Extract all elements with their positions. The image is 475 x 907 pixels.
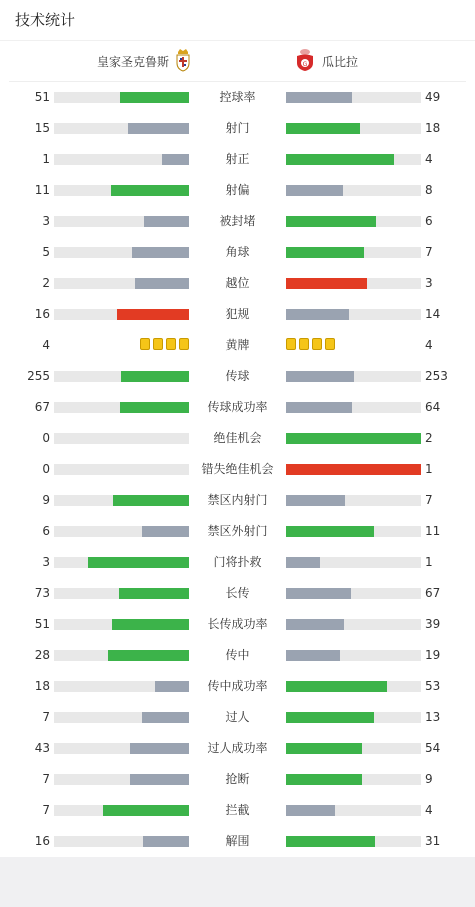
away-stat-value: 13 (425, 710, 441, 724)
home-stat-bar-track (54, 836, 189, 847)
home-stat-bar (128, 123, 189, 134)
home-stat-bar (111, 185, 189, 196)
stat-label: 解围 (225, 834, 250, 848)
yellow-card-icon (179, 338, 189, 350)
home-stat-bar-track (54, 433, 189, 444)
away-stat-bar-track (286, 185, 421, 196)
home-stat-bar-track (54, 309, 189, 320)
home-stat-value: 11 (34, 183, 50, 197)
home-stat-bar (162, 154, 189, 165)
home-stat-value: 9 (42, 493, 50, 507)
home-stat-value: 4 (42, 338, 50, 352)
away-stat-bar (286, 185, 343, 196)
home-stat-value: 1 (42, 152, 50, 166)
stat-label: 射门 (225, 121, 250, 135)
home-stat-bar-track (54, 123, 189, 134)
away-stat-value: 7 (425, 245, 433, 259)
stat-row (0, 702, 475, 733)
away-stat-bar-track (286, 247, 421, 258)
away-stat-value: 8 (425, 183, 433, 197)
away-stat-bar (286, 557, 320, 568)
away-stat-bar-track (286, 743, 421, 754)
stat-row (0, 361, 475, 392)
away-stat-value: 6 (425, 214, 433, 228)
home-stat-bar (120, 92, 189, 103)
stat-row (0, 764, 475, 795)
away-stat-bar (286, 433, 421, 444)
away-stat-bar-track (286, 216, 421, 227)
stat-label: 传中 (225, 648, 250, 662)
away-stat-bar-track (286, 836, 421, 847)
away-stat-bar-track (286, 619, 421, 630)
away-stat-bar (286, 495, 345, 506)
stat-row (0, 82, 475, 113)
stat-row (0, 392, 475, 423)
away-stat-value: 54 (425, 741, 441, 755)
away-stat-bar (286, 588, 351, 599)
stat-label: 被封堵 (219, 214, 256, 228)
stat-row (0, 206, 475, 237)
home-team[interactable] (97, 41, 191, 81)
away-stat-value: 4 (425, 152, 433, 166)
home-stat-bar-track (54, 402, 189, 413)
stat-row (0, 423, 475, 454)
away-stat-bar (286, 371, 354, 382)
stat-label: 射正 (225, 152, 250, 166)
home-stat-bar (130, 774, 189, 785)
teams-bar (9, 41, 466, 82)
stat-row (0, 640, 475, 671)
stat-label: 禁区外射门 (207, 524, 268, 538)
home-stat-value: 67 (34, 400, 50, 414)
home-team-name: 皇家圣克鲁斯 (96, 54, 169, 69)
home-stat-bar-track (54, 557, 189, 568)
stat-row (0, 113, 475, 144)
home-stat-bar (121, 371, 189, 382)
home-stat-value: 16 (34, 834, 50, 848)
home-stat-bar-track (54, 247, 189, 258)
home-stat-bar (113, 495, 189, 506)
stat-row (0, 578, 475, 609)
stat-row (0, 175, 475, 206)
home-stat-bar (108, 650, 189, 661)
stat-label: 角球 (225, 245, 250, 259)
stat-label: 控球率 (219, 90, 256, 104)
stat-row (0, 826, 475, 857)
home-stat-value: 6 (42, 524, 50, 538)
away-stat-value: 31 (425, 834, 441, 848)
stat-label: 拦截 (225, 803, 250, 817)
away-stat-bar (286, 278, 367, 289)
away-yellow-cards (286, 338, 335, 352)
home-stat-value: 2 (42, 276, 50, 290)
away-stat-bar (286, 619, 344, 630)
away-stat-bar-track (286, 805, 421, 816)
away-stat-bar (286, 216, 376, 227)
home-stat-value: 51 (34, 617, 50, 631)
stat-label: 犯规 (225, 307, 250, 321)
home-stat-value: 7 (42, 772, 50, 786)
stat-row (0, 609, 475, 640)
away-stat-value: 4 (425, 803, 433, 817)
away-stat-value: 4 (425, 338, 433, 352)
home-stat-bar (120, 402, 189, 413)
yellow-card-icon (325, 338, 335, 350)
home-stat-bar-track (54, 495, 189, 506)
away-team[interactable] (294, 41, 358, 81)
away-stat-value: 11 (425, 524, 441, 538)
home-stat-value: 3 (42, 555, 50, 569)
away-stat-bar (286, 650, 340, 661)
stat-label: 黄牌 (225, 338, 250, 352)
home-stat-bar-track (54, 154, 189, 165)
stat-label: 门将扑救 (213, 555, 262, 569)
away-stat-bar (286, 309, 349, 320)
home-stat-bar (142, 526, 189, 537)
yellow-card-icon (166, 338, 176, 350)
stat-row (0, 516, 475, 547)
away-stat-bar-track (286, 278, 421, 289)
stat-label: 绝佳机会 (213, 431, 262, 445)
away-stat-value: 67 (425, 586, 441, 600)
home-stat-bar (119, 588, 189, 599)
away-stat-value: 2 (425, 431, 433, 445)
home-stat-bar (130, 743, 189, 754)
yellow-card-icon (140, 338, 150, 350)
away-stat-bar (286, 836, 375, 847)
stat-label: 禁区内射门 (207, 493, 268, 507)
home-stat-bar-track (54, 216, 189, 227)
stat-label: 传球成功率 (207, 400, 268, 414)
away-stat-bar (286, 92, 352, 103)
away-stat-bar-track (286, 371, 421, 382)
stat-row (0, 671, 475, 702)
home-yellow-cards (140, 338, 189, 352)
club-crest-icon (294, 48, 316, 75)
home-stat-bar-track (54, 774, 189, 785)
away-stat-bar-track (286, 526, 421, 537)
home-stat-bar-track (54, 650, 189, 661)
away-stat-bar-track (286, 588, 421, 599)
away-stat-bar (286, 743, 362, 754)
home-stat-bar-track (54, 526, 189, 537)
stat-label: 传中成功率 (207, 679, 268, 693)
away-stat-bar-track (286, 495, 421, 506)
away-stat-value: 39 (425, 617, 441, 631)
away-stat-value: 3 (425, 276, 433, 290)
stat-label: 长传成功率 (207, 617, 268, 631)
away-stat-bar-track (286, 309, 421, 320)
home-stat-bar-track (54, 588, 189, 599)
home-stat-bar (142, 712, 189, 723)
yellow-card-icon (153, 338, 163, 350)
stat-label: 长传 (225, 586, 250, 600)
away-stat-bar-track (286, 712, 421, 723)
stat-row (0, 795, 475, 826)
home-stat-bar (143, 836, 189, 847)
stats-list (0, 82, 475, 857)
away-stat-bar (286, 123, 360, 134)
home-stat-value: 16 (34, 307, 50, 321)
svg-text:G: G (302, 60, 308, 68)
stat-label: 传球 (225, 369, 250, 383)
yellow-card-icon (286, 338, 296, 350)
away-stat-value: 14 (425, 307, 441, 321)
home-stat-value: 255 (27, 369, 50, 383)
away-stat-bar-track (286, 433, 421, 444)
home-stat-bar (155, 681, 189, 692)
home-stat-value: 7 (42, 710, 50, 724)
home-stat-bar-track (54, 619, 189, 630)
away-stat-value: 9 (425, 772, 433, 786)
stat-row (0, 547, 475, 578)
away-stat-bar (286, 154, 394, 165)
away-stat-bar (286, 681, 387, 692)
home-stat-bar-track (54, 805, 189, 816)
yellow-card-icon (312, 338, 322, 350)
away-stat-value: 53 (425, 679, 441, 693)
away-stat-bar-track (286, 92, 421, 103)
home-stat-value: 28 (34, 648, 50, 662)
home-stat-bar-track (54, 278, 189, 289)
home-stat-bar (132, 247, 189, 258)
home-stat-value: 0 (42, 431, 50, 445)
away-team-name: 瓜比拉 (322, 54, 359, 69)
home-stat-bar-track (54, 681, 189, 692)
away-stat-bar-track (286, 650, 421, 661)
home-stat-value: 51 (34, 90, 50, 104)
home-stat-bar-track (54, 712, 189, 723)
home-stat-bar-track (54, 92, 189, 103)
home-stat-bar-track (54, 185, 189, 196)
yellow-card-icon (299, 338, 309, 350)
royal-crest-icon (175, 48, 191, 75)
home-stat-bar (135, 278, 189, 289)
stat-row (0, 144, 475, 175)
away-stat-value: 19 (425, 648, 441, 662)
home-stat-bar (88, 557, 189, 568)
away-stat-bar-track (286, 123, 421, 134)
stat-row (0, 454, 475, 485)
away-stat-bar (286, 247, 364, 258)
away-stat-bar (286, 464, 421, 475)
home-stat-bar-track (54, 371, 189, 382)
stat-row (0, 299, 475, 330)
away-stat-bar (286, 712, 374, 723)
home-stat-bar (112, 619, 189, 630)
stat-row (0, 485, 475, 516)
away-stat-value: 18 (425, 121, 441, 135)
home-stat-value: 3 (42, 214, 50, 228)
stat-label: 越位 (225, 276, 250, 290)
away-stat-bar (286, 805, 335, 816)
home-stat-value: 18 (34, 679, 50, 693)
home-stat-value: 0 (42, 462, 50, 476)
stat-label: 过人成功率 (207, 741, 268, 755)
home-stat-value: 73 (34, 586, 50, 600)
home-stat-bar (117, 309, 189, 320)
stat-row (0, 237, 475, 268)
stat-row (0, 733, 475, 764)
away-stat-value: 1 (425, 555, 433, 569)
home-stat-value: 7 (42, 803, 50, 817)
stat-row (0, 268, 475, 299)
away-stat-value: 64 (425, 400, 441, 414)
away-stat-value: 253 (425, 369, 448, 383)
home-stat-bar-track (54, 743, 189, 754)
stat-label: 错失绝佳机会 (201, 462, 274, 476)
away-stat-bar-track (286, 681, 421, 692)
stat-label: 射偏 (225, 183, 250, 197)
away-stat-bar-track (286, 154, 421, 165)
stat-label: 过人 (225, 710, 250, 724)
away-stat-bar (286, 774, 362, 785)
home-stat-value: 15 (34, 121, 50, 135)
away-stat-value: 49 (425, 90, 441, 104)
away-stat-bar-track (286, 557, 421, 568)
home-stat-value: 5 (42, 245, 50, 259)
away-stat-bar-track (286, 464, 421, 475)
home-stat-bar (144, 216, 189, 227)
away-stat-value: 7 (425, 493, 433, 507)
home-stat-bar (103, 805, 189, 816)
away-stat-value: 1 (425, 462, 433, 476)
stat-label: 抢断 (225, 772, 250, 786)
away-stat-bar-track (286, 402, 421, 413)
home-stat-value: 43 (34, 741, 50, 755)
home-stat-bar-track (54, 464, 189, 475)
stat-row (0, 330, 475, 361)
away-stat-bar (286, 526, 374, 537)
away-stat-bar (286, 402, 352, 413)
away-stat-bar-track (286, 774, 421, 785)
section-title: 技术统计 (0, 0, 475, 41)
